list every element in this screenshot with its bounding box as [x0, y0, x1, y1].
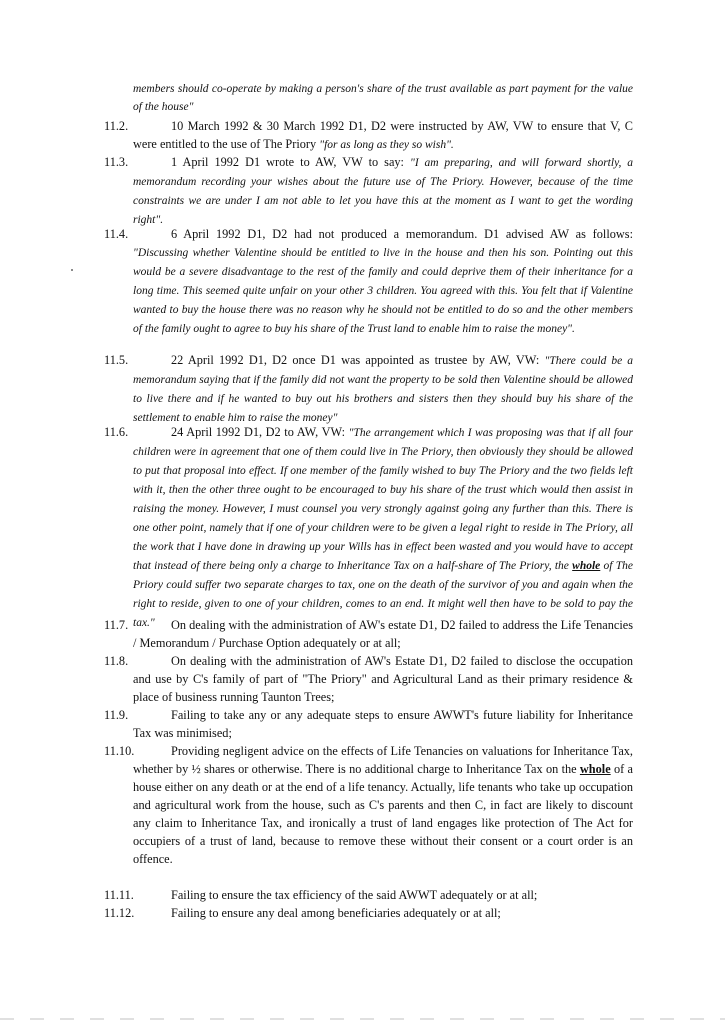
paragraph-11-5: [104, 351, 633, 427]
paragraph-11-10: [104, 742, 633, 868]
paragraph-11-7: [104, 616, 633, 652]
paragraph-quote: "I am preparing, and will forward shortly, a memorandum recording your wishes about the future use of The Priory. However, because of the time constraints we are under I am not able to let you have this at the moment as I want to get the wording right".: [133, 157, 633, 226]
paragraph-number: 11.10.: [104, 744, 135, 758]
emphasis-whole: whole: [572, 560, 601, 572]
paragraph-11-4: [104, 225, 633, 338]
paragraph-11-3: [104, 153, 633, 229]
paragraph-number: 11.4.: [104, 227, 129, 241]
paragraph-number: 11.3.: [104, 155, 129, 169]
paragraph-number: 11.2.: [104, 119, 129, 133]
paragraph-11-11: [104, 886, 633, 904]
paragraph-text: Failing to ensure any deal among beneficiaries adequately or at all;: [171, 906, 501, 920]
paragraph-text-cont: of a house either on any death or at the end of a life tenancy. Actually, life tenants who take up occupation and agricultural work from the house, such as C's parents and then C, in fact are likely to discount any claim to Inheritance Tax, and ironically a trust of land engages like protection of The Act for occupiers of a trust of land, because to remove these without their consent or a court order is an offence.: [133, 762, 633, 866]
paragraph-text: Failing to take any or any adequate steps to ensure AWWT's future liability for Inheritance Tax was minimised;: [133, 708, 633, 740]
paragraph-text: 24 April 1992 D1, D2 to AW, VW:: [171, 425, 349, 439]
paragraph-text: 22 April 1992 D1, D2 once D1 was appointed as trustee by AW, VW:: [171, 353, 545, 367]
paragraph-11-9: [104, 706, 633, 742]
paragraph-11-2: [104, 117, 633, 154]
paragraph-text: 1 April 1992 D1 wrote to AW, VW to say:: [171, 155, 410, 169]
paragraph-text: 6 April 1992 D1, D2 had not produced a memorandum. D1 advised AW as follows:: [171, 227, 633, 241]
scan-speck: [71, 269, 73, 271]
paragraph-quote: "The arrangement which I was proposing was that if all four children were in agreement that one of them could live in The Priory, then obviously they should be allowed to put that proposal into effect. If one member of the family wished to buy The Priory and the two fields left with it, then the other three ought to be encouraged to buy his share of the trust which would then assist in raising the money. However, I must counsel you very strongly against going any further than this. There is one other point, namely that if one of your children were to be given a legal right to reside in The Priory, all the work that I have done in drawing up your Wills has in effect been wasted and you would have to accept that instead of there being only a charge to Inheritance Tax on a half-share of The Priory, the: [133, 427, 634, 572]
paragraph-quote-cont: of The Priory could suffer two separate charges to tax, one on the death of the survivor of you and again when the right to reside, given to one of your children, comes to an end. It might well then have to be sold to pay the tax.": [133, 560, 633, 629]
paragraph-number: 11.9.: [104, 708, 129, 722]
paragraph-quote: "There could be a memorandum saying that if the family did not want the property to be sold then Valentine should be allowed to live there and if he wanted to buy out his brothers and sisters then they should buy his share of the settlement to enable him to raise the money": [133, 355, 633, 424]
scan-edge-artifact: [0, 1018, 725, 1020]
paragraph-text: Providing negligent advice on the effects of Life Tenancies on valuations for Inheritance Tax, whether by ½ shares or otherwise. There is no additional charge to Inheritance Tax on the: [133, 744, 633, 776]
paragraph-11-12: [104, 904, 633, 922]
paragraph-11-8: [104, 652, 633, 706]
paragraph-text: On dealing with the administration of AW's Estate D1, D2 failed to disclose the occupation and use by C's family of part of "The Priory" and Agricultural Land as their primary residence & place of business running Taunton Trees;: [133, 654, 633, 704]
emphasis-whole: whole: [579, 762, 611, 776]
paragraph-text: 10 March 1992 & 30 March 1992 D1, D2 were instructed by AW, VW to ensure that V, C were entitled to the use of The Priory: [133, 119, 633, 151]
paragraph-quote: "Discussing whether Valentine should be entitled to live in the house and then his son. Pointing out this would be a severe disadvantage to the rest of the family and could deprive them of their inheritance for a long time. This seemed quite unfair on your other 3 children. You agreed with this. You felt that if Valentine wanted to buy the house there was no reason why he should not be entitled to do so and the other members of the family ought to agree to buy his share of the Trust land to enable him to raise the money".: [133, 247, 633, 335]
paragraph-quote: "for as long as they so wish".: [319, 139, 454, 151]
paragraph-text: On dealing with the administration of AW's estate D1, D2 failed to address the Life Tenancies / Memorandum / Purchase Option adequately or at all;: [133, 618, 633, 650]
paragraph-number: 11.6.: [104, 425, 129, 439]
paragraph-number: 11.8.: [104, 654, 129, 668]
paragraph-number: 11.12.: [104, 906, 135, 920]
paragraph-number: 11.7.: [104, 618, 129, 632]
paragraph-number: 11.11.: [104, 888, 134, 902]
paragraph-text: Failing to ensure the tax efficiency of the said AWWT adequately or at all;: [171, 888, 538, 902]
continuation-text: members should co-operate by making a person's share of the trust available as part payment for the value of the house": [133, 83, 633, 113]
paragraph-11-6: [104, 423, 633, 632]
paragraph-number: 11.5.: [104, 353, 129, 367]
